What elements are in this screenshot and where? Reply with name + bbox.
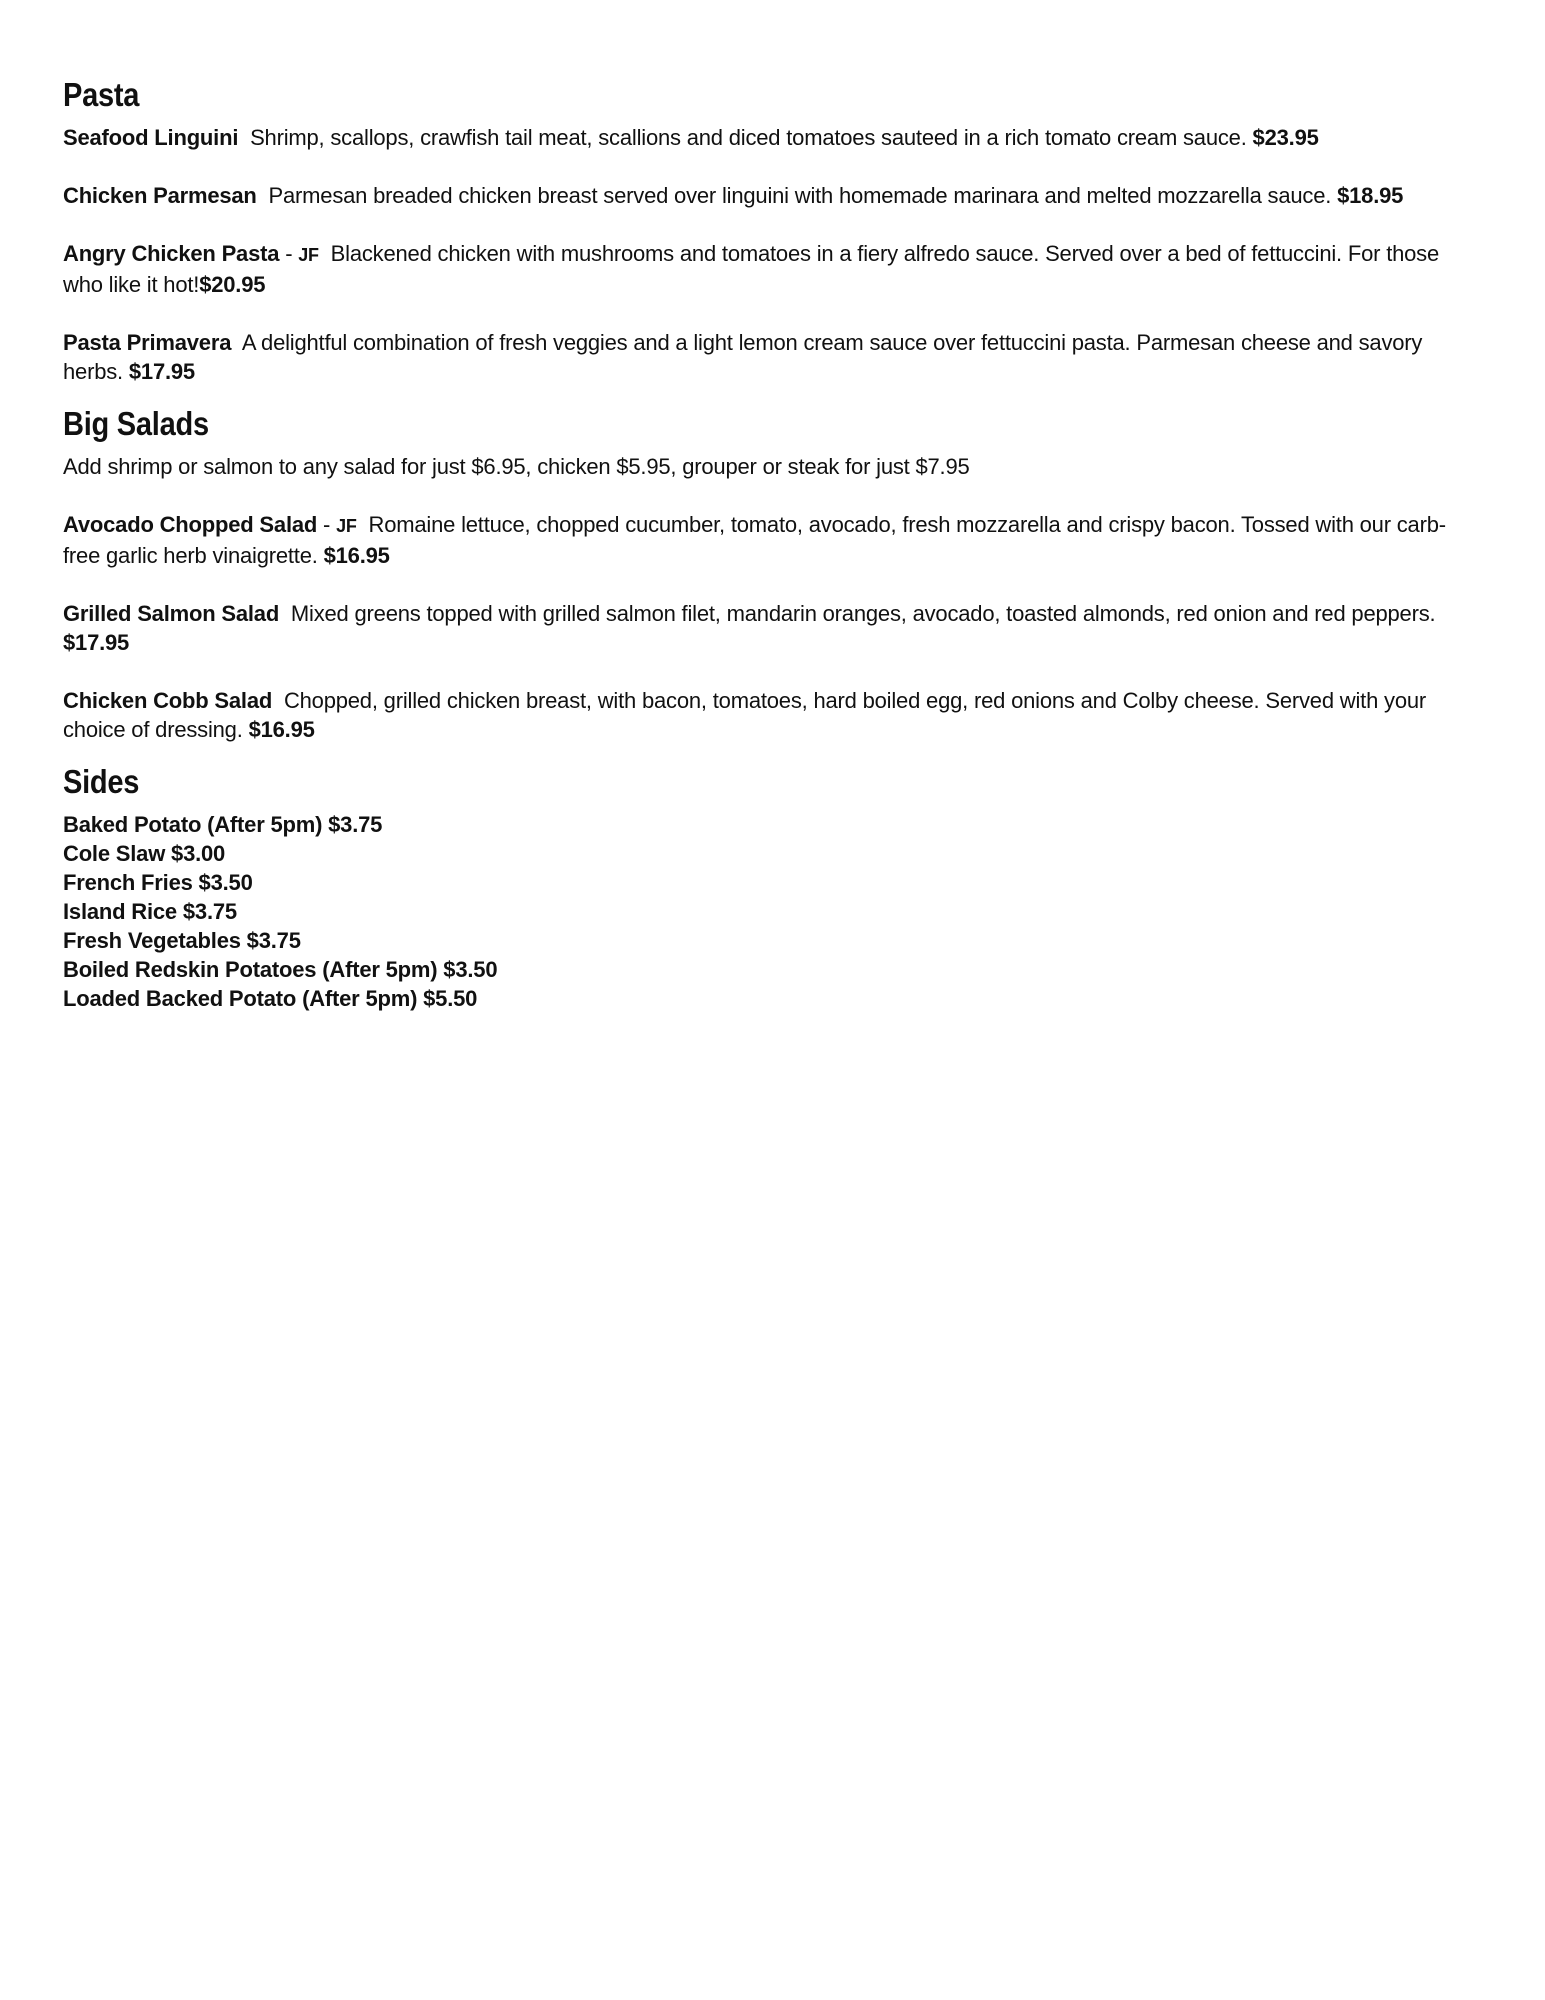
item-description: Blackened chicken with mushrooms and tomatoes in a fiery alfredo sauce. Served over a bed of fettuccini. For those who like it hot! [63,241,1440,297]
section-title-salads: Big Salads [63,405,209,442]
sides-list [63,810,1463,1013]
side-item: Loaded Backed Potato (After 5pm) $5.50 [63,986,478,1011]
menu-item-seafood-linguini [63,123,1463,152]
menu-item-grilled-salmon-salad [63,599,1463,657]
section-title-sides: Sides [63,763,140,800]
side-item: Boiled Redskin Potatoes (After 5pm) $3.50 [63,957,498,982]
salad-addon-note: Add shrimp or salmon to any salad for just $6.95, chicken $5.95, grouper or steak for just $7.95 [63,454,970,479]
item-price: $18.95 [1337,183,1404,208]
side-item: Fresh Vegetables $3.75 [63,928,301,953]
item-name: Avocado Chopped Salad [63,512,318,537]
menu-item-angry-chicken-pasta: Angry Chicken Pasta - JF Blackened chicken with mushrooms and tomatoes in a fiery alfredo sauce. Served over a bed of fettuccini. For those who like it hot!$20.95 [63,241,1440,297]
item-price: $20.95 [199,272,266,297]
menu-item-chicken-parmesan [63,181,1463,210]
pasta-section [63,75,1463,386]
item-price: $17.95 [128,359,195,384]
item-tag: JF [336,516,357,536]
item-name: Seafood Linguini [63,125,239,150]
item-price: $16.95 [323,543,390,568]
item-price: $17.95 [63,630,130,655]
sides-section [63,762,1463,1013]
item-description: Chopped, grilled chicken breast, with bacon, tomatoes, hard boiled egg, red onions and Colby cheese. Served with your choice of dressing. [63,688,1427,742]
menu-page [63,75,1463,1031]
side-item: Cole Slaw $3.00 [63,841,226,866]
salads-section [63,404,1463,744]
item-price: $23.95 [1252,125,1319,150]
item-name: Pasta Primavera [63,330,232,355]
item-name: Grilled Salmon Salad [63,601,280,626]
item-name: Angry Chicken Pasta [63,241,280,266]
menu-item-pasta-primavera [63,328,1463,386]
menu-item-chicken-cobb-salad [63,686,1463,744]
item-description: Romaine lettuce, chopped cucumber, tomato, avocado, fresh mozzarella and crispy bacon. Tossed with our carb-free garlic herb vinaigrette. [63,512,1446,568]
item-description: Parmesan breaded chicken breast served over linguini with homemade marinara and melted mozzarella sauce. [268,183,1332,208]
item-name: Chicken Cobb Salad [63,688,273,713]
item-description: A delightful combination of fresh veggies and a light lemon cream sauce over fettuccini pasta. Parmesan cheese and savory herbs. [63,330,1423,384]
item-tag: JF [298,245,319,265]
side-item: Baked Potato (After 5pm) $3.75 [63,812,383,837]
section-title-pasta: Pasta [63,76,140,113]
item-description: Shrimp, scallops, crawfish tail meat, scallions and diced tomatoes sauteed in a rich tomato cream sauce. [250,125,1247,150]
item-name: Chicken Parmesan [63,183,257,208]
item-price: $16.95 [248,717,315,742]
menu-item-avocado-chopped-salad: Avocado Chopped Salad - JF Romaine lettuce, chopped cucumber, tomato, avocado, fresh mozzarella and crispy bacon. Tossed with our carb-free garlic herb vinaigrette. $16.95 [63,512,1446,568]
item-description: Mixed greens topped with grilled salmon filet, mandarin oranges, avocado, toasted almonds, red onion and red peppers. [290,601,1436,626]
side-item: French Fries $3.50 [63,870,253,895]
side-item: Island Rice $3.75 [63,899,237,924]
